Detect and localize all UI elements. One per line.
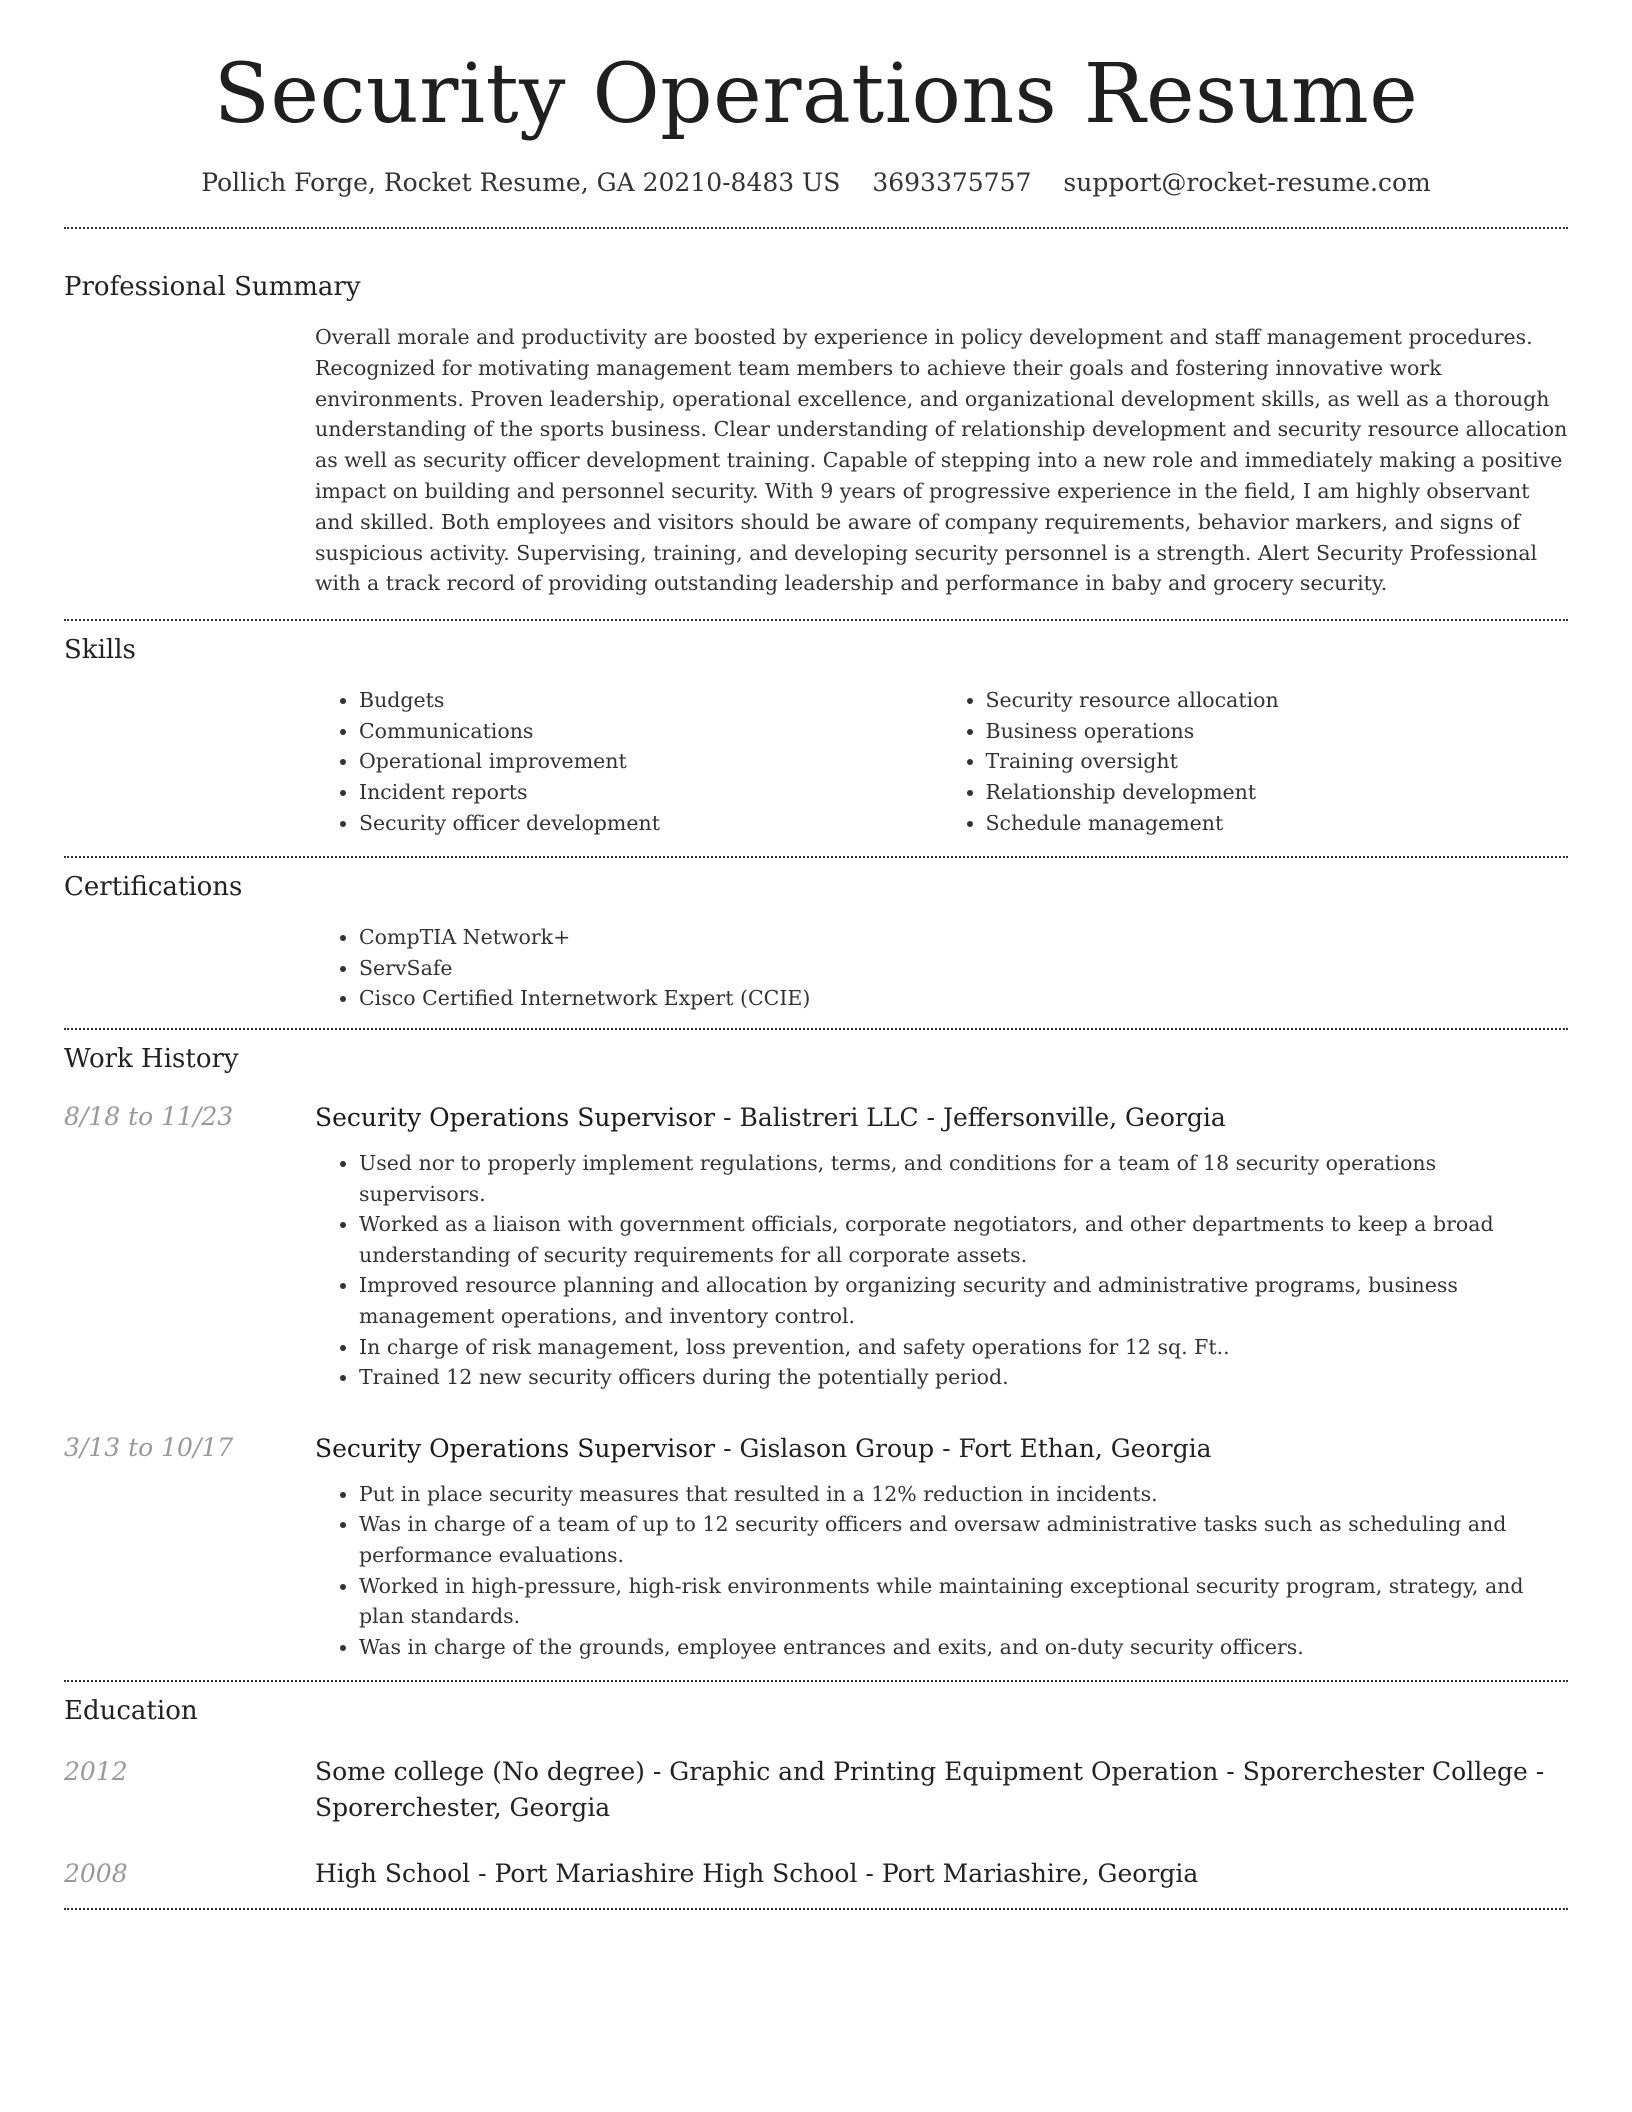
contact-line bbox=[64, 168, 1568, 197]
education-body: Some college (No degree) - Graphic and Printing Equipment Operation - Sporerchester College - Sporerchester, Georgia bbox=[315, 1757, 1545, 1823]
skill-item: • Communications bbox=[359, 716, 942, 747]
education-year: 2012 bbox=[64, 1757, 128, 1787]
skill-item: • Security resource allocation bbox=[986, 685, 1569, 716]
skills-section bbox=[64, 621, 1568, 856]
skill-item: • Budgets bbox=[359, 685, 942, 716]
skills-heading: Skills bbox=[64, 635, 136, 666]
job-company: Balistreri LLC bbox=[739, 1103, 919, 1133]
education-degree: Some college (No degree) - Graphic and Printing Equipment Operation bbox=[315, 1757, 1219, 1787]
certifications-list-wrap bbox=[315, 922, 1568, 1014]
job-bullet: • Worked as a liaison with government officials, corporate negotiators, and other departments to keep a broad understanding of security requirements for all corporate assets. bbox=[359, 1209, 1568, 1270]
job-body bbox=[315, 1100, 1568, 1393]
certifications-list bbox=[315, 922, 1568, 1014]
education-entry bbox=[64, 1856, 1568, 1892]
contact-email: support@rocket-resume.com bbox=[1063, 168, 1431, 198]
education-degree: High School bbox=[315, 1859, 471, 1889]
job-bullet: • Was in charge of the grounds, employee entrances and exits, and on-duty security officers. bbox=[359, 1632, 1568, 1663]
job-entry bbox=[64, 1431, 1568, 1663]
job-role: Security Operations Supervisor bbox=[315, 1433, 716, 1463]
job-location: Fort Ethan, Georgia bbox=[958, 1433, 1212, 1463]
certification-item: • ServSafe bbox=[359, 953, 1568, 984]
education-school: Sporerchester College - Sporerchester, Georgia bbox=[315, 1757, 1545, 1823]
skills-list-left bbox=[315, 685, 942, 838]
certifications-section bbox=[64, 858, 1568, 1028]
job-company: Gislason Group bbox=[739, 1433, 935, 1463]
job-bullet: • Trained 12 new security officers during the potentially period. bbox=[359, 1362, 1568, 1393]
skill-item: • Relationship development bbox=[986, 777, 1569, 808]
job-bullets bbox=[315, 1479, 1568, 1663]
job-dates: 3/13 to 10/17 bbox=[64, 1432, 234, 1462]
job-role: Security Operations Supervisor bbox=[315, 1103, 716, 1133]
resume-header bbox=[64, 0, 1568, 197]
job-bullet: • In charge of risk management, loss prevention, and safety operations for 12 sq. Ft.. bbox=[359, 1332, 1568, 1363]
job-bullet: • Used nor to properly implement regulations, terms, and conditions for a team of 18 security operations supervisors. bbox=[359, 1148, 1568, 1209]
education-heading: Education bbox=[64, 1696, 198, 1727]
skill-item: • Business operations bbox=[986, 716, 1569, 747]
job-location: Jeffersonville, Georgia bbox=[942, 1103, 1226, 1133]
job-bullet: • Worked in high-pressure, high-risk environments while maintaining exceptional security program, strategy, and plan standards. bbox=[359, 1571, 1568, 1632]
skill-item: • Incident reports bbox=[359, 777, 942, 808]
job-dates: 8/18 to 11/23 bbox=[64, 1102, 234, 1132]
skills-list-right bbox=[942, 685, 1569, 838]
contact-address: Pollich Forge, Rocket Resume, GA 20210-8483 US bbox=[201, 168, 841, 198]
job-bullet: • Was in charge of a team of up to 12 security officers and oversaw administrative tasks such as scheduling and performance evaluations. bbox=[359, 1509, 1568, 1570]
skills-columns bbox=[315, 685, 1568, 838]
summary-section bbox=[64, 229, 1568, 619]
skill-item: • Training oversight bbox=[986, 746, 1569, 777]
job-heading: Security Operations Supervisor - Gislason Group - Fort Ethan, Georgia bbox=[315, 1433, 1212, 1463]
skill-item: • Schedule management bbox=[986, 808, 1569, 839]
education-school: Port Mariashire High School - Port Mariashire, Georgia bbox=[494, 1859, 1199, 1889]
job-bullet: • Put in place security measures that resulted in a 12% reduction in incidents. bbox=[359, 1479, 1568, 1510]
job-bullets bbox=[315, 1148, 1568, 1393]
job-body bbox=[315, 1431, 1568, 1663]
job-heading: Security Operations Supervisor - Balistreri LLC - Jeffersonville, Georgia bbox=[315, 1103, 1226, 1133]
education-body: High School - Port Mariashire High School - Port Mariashire, Georgia bbox=[315, 1859, 1199, 1889]
contact-phone: 3693375757 bbox=[872, 168, 1032, 198]
education-entry bbox=[64, 1754, 1568, 1826]
resume-title: Security Operations Resume bbox=[213, 47, 1419, 142]
job-entry bbox=[64, 1100, 1568, 1393]
summary-heading: Professional Summary bbox=[64, 272, 361, 303]
certification-item: • Cisco Certified Internetwork Expert (CCIE) bbox=[359, 983, 1568, 1014]
skill-item: • Security officer development bbox=[359, 808, 942, 839]
skill-item: • Operational improvement bbox=[359, 746, 942, 777]
summary-text: Overall morale and productivity are boosted by experience in policy development and staff management procedures. Recognized for motivating management team members to achieve their goals and fostering innovative work environments. Proven leadership, operational excellence, and organizational development skills, as well as a thorough understanding of the sports business. Clear understanding of relationship development and security resource allocation as well as security officer development training. Capable of stepping into a new role and immediately making a positive impact on building and personnel security. With 9 years of progressive experience in the field, I am highly observant and skilled. Both employees and visitors should be aware of company requirements, behavior markers, and signs of suspicious activity. Supervising, training, and developing security personnel is a strength. Alert Security Professional with a track record of providing outstanding leadership and performance in baby and grocery security. bbox=[315, 325, 1568, 596]
education-year: 2008 bbox=[64, 1859, 128, 1889]
work-history-section bbox=[64, 1030, 1568, 1680]
certification-item: • CompTIA Network+ bbox=[359, 922, 1568, 953]
certifications-heading: Certifications bbox=[64, 872, 243, 903]
job-bullet: • Improved resource planning and allocation by organizing security and administrative programs, business management operations, and inventory control. bbox=[359, 1270, 1568, 1331]
work-history-heading: Work History bbox=[64, 1044, 239, 1075]
section-divider bbox=[64, 1908, 1568, 1910]
education-section bbox=[64, 1682, 1568, 1908]
